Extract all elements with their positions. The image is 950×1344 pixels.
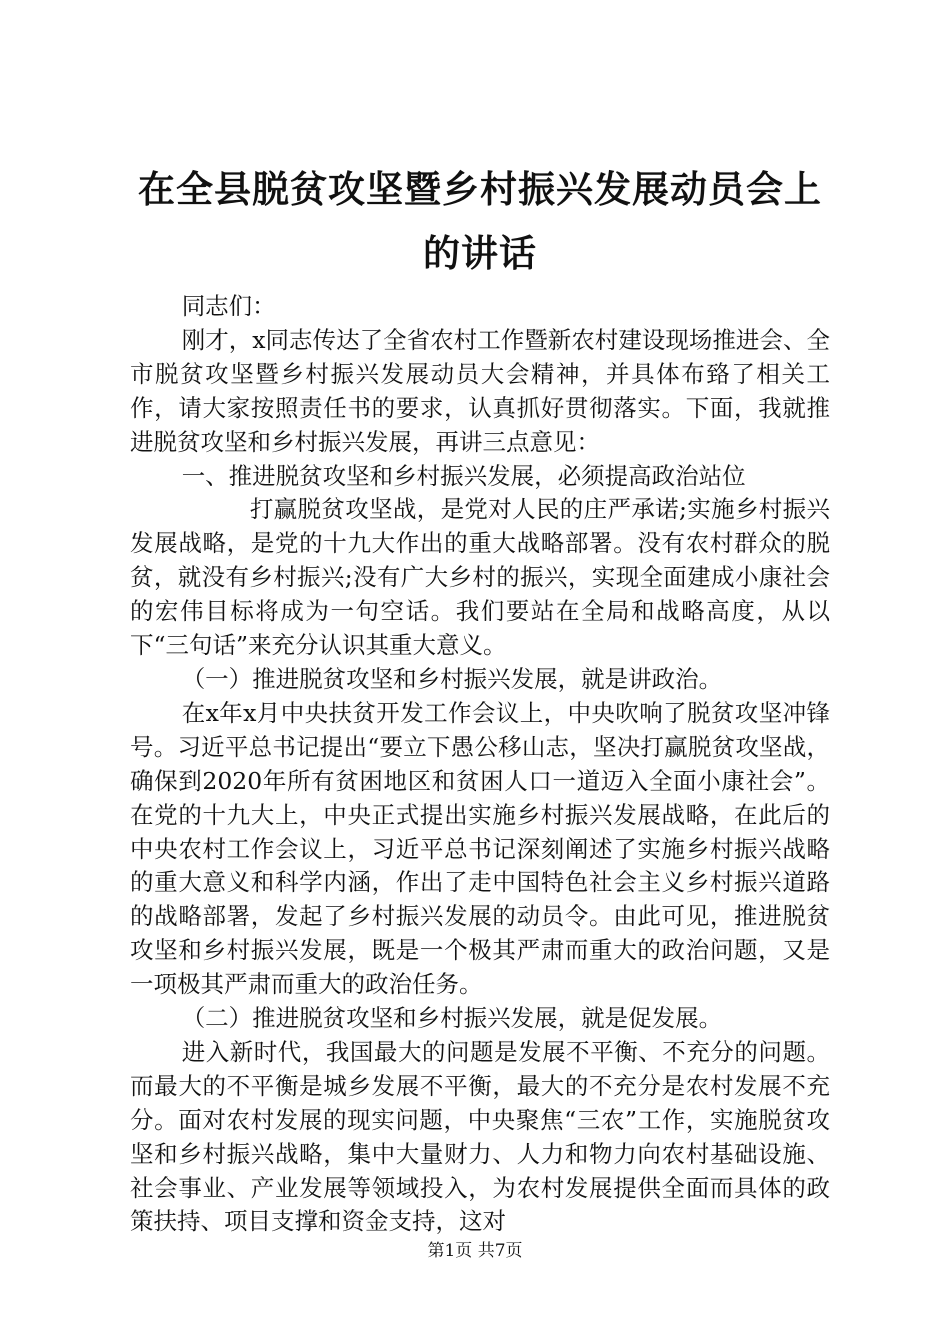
section-heading-1: 一、推进脱贫攻坚和乡村振兴发展，必须提高政治站位 — [181, 461, 746, 490]
document-title: 在全县脱贫攻坚暨乡村振兴发展动员会上的讲话 — [138, 168, 822, 275]
salutation: 同志们： — [181, 292, 276, 320]
paragraph-subsection-2: 进入新时代，我国最大的问题是发展不平衡、不充分的问题。而最大的不平衡是城乡发展不平衡，最大的不充分是农村发展不充分。面对农村发展的现实问题，中央聚焦“三农”工作，实施脱贫攻坚和乡村振兴战略，集中大量财力、人力和物力向农村基础设施、社会事业、产业发展等领域投入，为农村发展提供全面而具体的政策扶持、项目支撑和资金支持，这对 — [130, 1037, 830, 1236]
paragraph-subsection-1: 在x年x月中央扶贫开发工作会议上，中央吹响了脱贫攻坚冲锋号。习近平总书记提出“要立下愚公移山志，坚决打赢脱贫攻坚战，确保到2020年所有贫困地区和贫困人口一道迈入全面小康社会”。在党的十九大上，中央正式提出实施乡村振兴发展战略，在此后的中央农村工作会议上，习近平总书记深刻阐述了实施乡村振兴战略的重大意义和科学内涵，作出了走中国特色社会主义乡村振兴道路的战略部署，发起了乡村振兴发展的动员令。由此可见，推进脱贫攻坚和乡村振兴发展，既是一个极其严肃而重大的政治问题，又是一项极其严肃而重大的政治任务。 — [130, 698, 830, 999]
paragraph-intro: 刚才，x同志传达了全省农村工作暨新农村建设现场推进会、全市脱贫攻坚暨乡村振兴发展动员大会精神，并具体布臵了相关工作，请大家按照责任书的要求，认真抓好贯彻落实。下面，我就推进脱贫攻坚和乡村振兴发展，再讲三点意见： — [130, 325, 830, 456]
subheading-2: （二）推进脱贫攻坚和乡村振兴发展，就是促发展。 — [181, 1004, 723, 1033]
document-body — [130, 290, 830, 1239]
page-footer: 第1页 共7页 — [427, 1241, 523, 1261]
paragraph-section-1: 打赢脱贫攻坚战，是党对人民的庄严承诺;实施乡村振兴发展战略，是党的十九大作出的重大战略部署。没有农村群众的脱贫，就没有乡村振兴;没有广大乡村的振兴，实现全面建成小康社会的宏伟目标将成为一句空话。我们要站在全局和战略高度，从以下“三句话”来充分认识其重大意义。 — [130, 495, 830, 660]
subheading-1: （一）推进脱贫攻坚和乡村振兴发展，就是讲政治。 — [181, 664, 723, 693]
